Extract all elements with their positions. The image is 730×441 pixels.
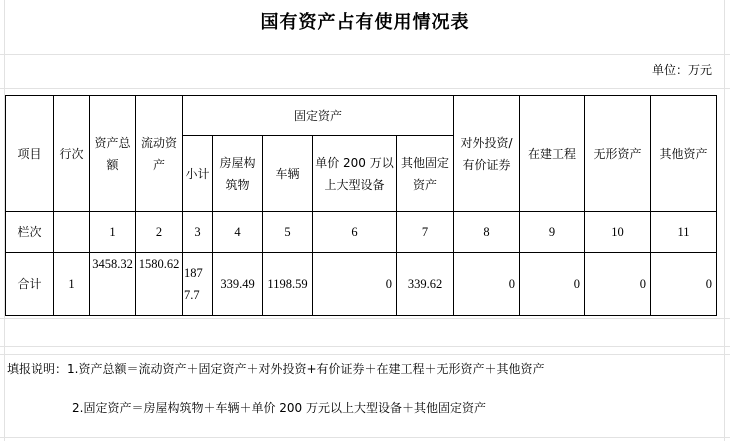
cell: 0 [585, 253, 651, 316]
gridline [0, 346, 730, 347]
header-row-no: 行次 [54, 96, 90, 212]
cell: 1877.7 [183, 253, 213, 316]
cell: 11 [651, 212, 717, 253]
header-current-assets: 流动资产 [136, 96, 183, 212]
cell: 1 [90, 212, 136, 253]
header-other-fixed: 其他固定资产 [397, 136, 454, 212]
header-investment: 对外投资/有价证券 [454, 96, 520, 212]
cell: 6 [313, 212, 397, 253]
table-row [6, 253, 717, 316]
cell: 5 [263, 212, 313, 253]
header-construction: 在建工程 [520, 96, 585, 212]
header-buildings: 房屋构筑物 [213, 136, 263, 212]
asset-table [5, 95, 717, 316]
header-large-equipment: 单价 200 万以上大型设备 [313, 136, 397, 212]
cell: 0 [313, 253, 397, 316]
cell: 2 [136, 212, 183, 253]
gridline [724, 0, 725, 441]
table-row [6, 212, 717, 253]
cell: 339.49 [213, 253, 263, 316]
cell: 0 [651, 253, 717, 316]
cell: 0 [454, 253, 520, 316]
header-vehicles: 车辆 [263, 136, 313, 212]
header-other-assets: 其他资产 [651, 96, 717, 212]
gridline [0, 54, 730, 55]
cell: 4 [213, 212, 263, 253]
header-intangible: 无形资产 [585, 96, 651, 212]
total-row-label: 合计 [6, 253, 54, 316]
cell: 1 [54, 253, 90, 316]
cell: 1580.62 [136, 253, 183, 316]
note-2: 2.固定资产＝房屋构筑物＋车辆＋单价 200 万元以上大型设备＋其他固定资产 [72, 401, 486, 415]
header-fixed-assets: 固定资产 [183, 96, 454, 136]
header-subtotal: 小计 [183, 136, 213, 212]
cell: 0 [520, 253, 585, 316]
gridline [0, 318, 730, 319]
cell: 3 [183, 212, 213, 253]
gridline [0, 437, 730, 438]
cell: 8 [454, 212, 520, 253]
note-1: 填报说明：1.资产总额＝流动资产＋固定资产＋对外投资+有价证券＋在建工程＋无形资产＋其他资产 [7, 362, 545, 376]
gridline [0, 354, 730, 355]
cell: 3458.32 [90, 253, 136, 316]
cell [54, 212, 90, 253]
cell: 7 [397, 212, 454, 253]
header-total-assets: 资产总额 [90, 96, 136, 212]
gridline [0, 88, 730, 89]
cell: 9 [520, 212, 585, 253]
cell: 339.62 [397, 253, 454, 316]
column-row-label: 栏次 [6, 212, 54, 253]
cell: 10 [585, 212, 651, 253]
page-title: 国有资产占有使用情况表 [260, 12, 470, 33]
unit-label: 单位：万元 [651, 63, 712, 77]
cell: 1198.59 [263, 253, 313, 316]
header-item: 项目 [6, 96, 54, 212]
